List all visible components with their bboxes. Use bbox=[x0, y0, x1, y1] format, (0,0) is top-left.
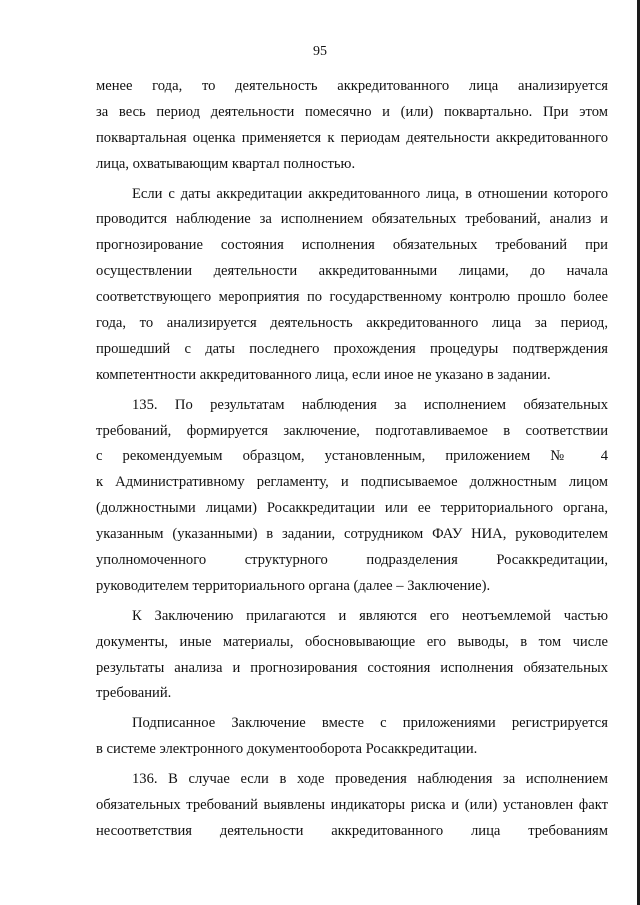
paragraph bbox=[96, 182, 608, 389]
text-line: за весь период деятельности помесячно и (или) поквартально. При этом bbox=[96, 103, 608, 120]
text-line: обязательных требований выявлены индикаторы риска и (или) установлен факт bbox=[96, 797, 608, 814]
text-line: 135. По результатам наблюдения за исполнением обязательных bbox=[132, 396, 608, 413]
text-line: соответствующего мероприятия по государственному контролю прошло более bbox=[96, 289, 608, 306]
text-line: 136. В случае если в ходе проведения наблюдения за исполнением bbox=[132, 771, 608, 788]
text-line: руководителем территориального органа (далее – Заключение). bbox=[96, 577, 491, 594]
text-line: компетентности аккредитованного лица, если иное не указано в задании. bbox=[96, 366, 551, 383]
text-line: (должностными лицами) Росаккредитации или ее территориального органа, bbox=[96, 500, 608, 517]
text-line: в системе электронного документооборота Росаккредитации. bbox=[96, 741, 478, 758]
text-line: с рекомендуемым образцом, установленным, приложением № 4 bbox=[96, 448, 608, 465]
text-line: проводится наблюдение за исполнением обязательных требований, анализ и bbox=[96, 211, 608, 228]
paragraph bbox=[96, 74, 608, 178]
text-line: Если с даты аккредитации аккредитованного лица, в отношении которого bbox=[132, 185, 608, 202]
text-line: осуществлении деятельности аккредитованными лицами, до начала bbox=[96, 263, 608, 280]
text-line: требований, формируется заключение, подготавливаемое в соответствии bbox=[96, 422, 608, 439]
text-line: года, то анализируется деятельность аккредитованного лица за период, bbox=[96, 315, 608, 332]
text-line: К Заключению прилагаются и являются его неотъемлемой частью bbox=[132, 607, 608, 624]
text-line: поквартальная оценка применяется к периодам деятельности аккредитованного bbox=[96, 129, 608, 146]
paragraph bbox=[96, 711, 608, 763]
text-line: уполномоченного структурного подразделения Росаккредитации, bbox=[96, 552, 608, 569]
document-body bbox=[96, 74, 608, 845]
text-line: лица, охватывающим квартал полностью. bbox=[96, 155, 356, 172]
page-number: 95 bbox=[313, 44, 327, 59]
text-line: требований. bbox=[96, 685, 172, 702]
text-line: результаты анализа и прогнозирования состояния исполнения обязательных bbox=[96, 659, 608, 676]
text-line: прогнозирование состояния исполнения обязательных требований при bbox=[96, 237, 608, 254]
text-line: Подписанное Заключение вместе с приложениями регистрируется bbox=[132, 715, 608, 732]
text-line: указанным (указанными) в задании, сотрудником ФАУ НИА, руководителем bbox=[96, 526, 608, 543]
paragraph bbox=[96, 604, 608, 708]
text-line: несоответствия деятельности аккредитованного лица требованиям bbox=[96, 822, 608, 839]
paragraph bbox=[96, 767, 608, 845]
text-line: к Административному регламенту, и подписываемое должностным лицом bbox=[96, 474, 608, 491]
text-line: документы, иные материалы, обосновывающие его выводы, в том числе bbox=[96, 633, 608, 650]
text-line: прошедший с даты последнего прохождения процедуры подтверждения bbox=[96, 340, 608, 357]
paragraph bbox=[96, 393, 608, 600]
text-line: менее года, то деятельность аккредитованного лица анализируется bbox=[96, 78, 608, 94]
